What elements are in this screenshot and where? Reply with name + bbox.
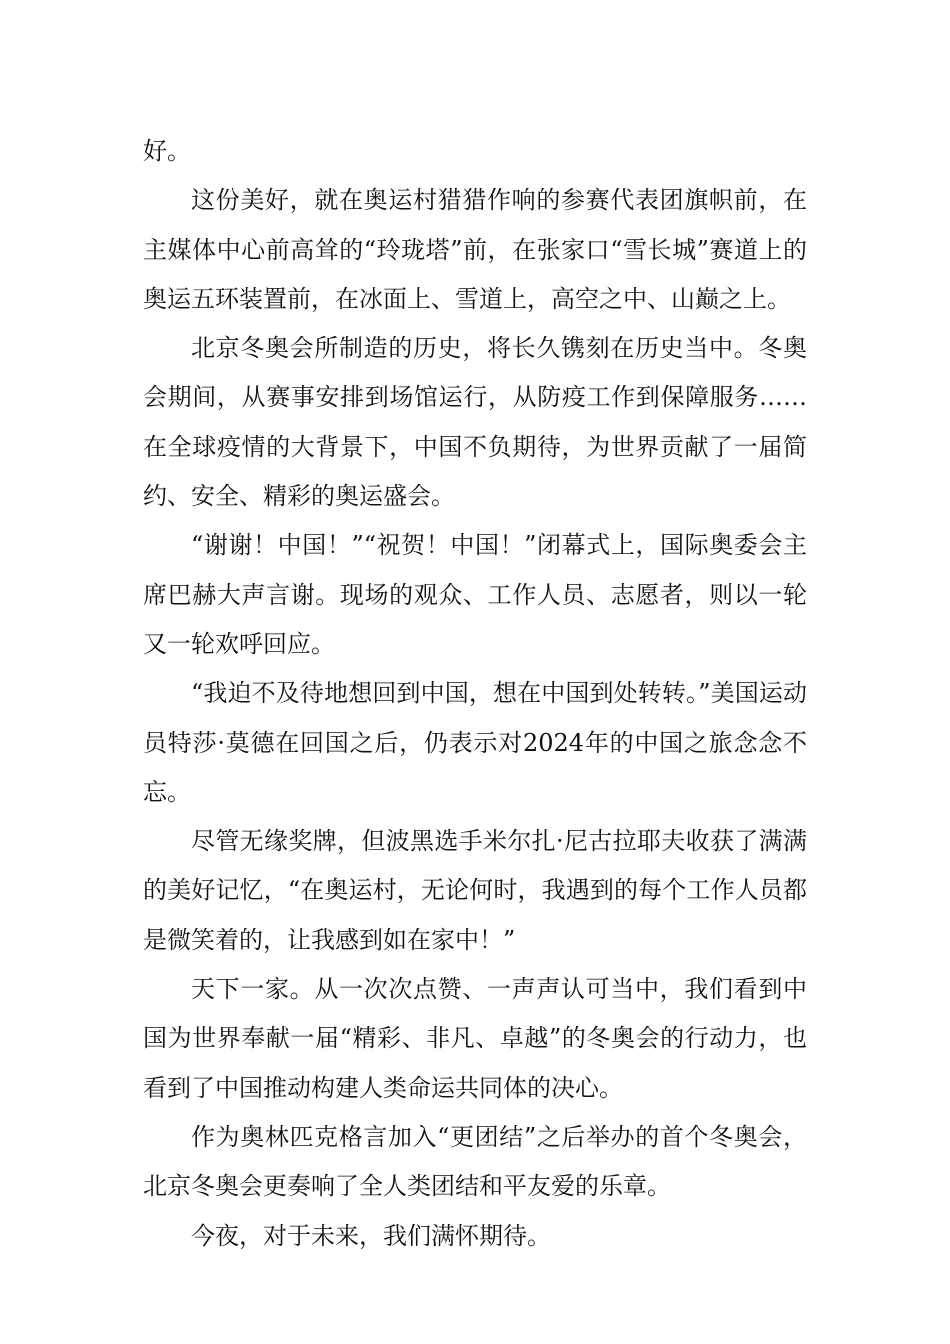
paragraph: 作为奥林匹克格言加入“更团结”之后举办的首个冬奥会，北京冬奥会更奏响了全人类团结和平友爱的乐章。 <box>143 1122 807 1201</box>
paragraph: 天下一家。从一次次点赞、一声声认可当中，我们看到中国为世界奉献一届“精彩、非凡、卓越”的冬奥会的行动力，也看到了中国推动构建人类命运共同体的决心。 <box>143 975 807 1102</box>
paragraph: 尽管无缘奖牌，但波黑选手米尔扎·尼古拉耶夫收获了满满的美好记忆，“在奥运村，无论何时，我遇到的每个工作人员都是微笑着的，让我感到如在家中！” <box>143 827 807 954</box>
paragraph: 这份美好，就在奥运村猎猎作响的参赛代表团旗帜前，在主媒体中心前高耸的“玲珑塔”前，在张家口“雪长城”赛道上的奥运五环装置前，在冰面上、雪道上，高空之中、山巅之上。 <box>143 186 807 313</box>
paragraph: 北京冬奥会所制造的历史，将长久镌刻在历史当中。冬奥会期间，从赛事安排到场馆运行，从防疫工作到保障服务……在全球疫情的大背景下，中国不负期待，为世界贡献了一届简约、安全、精彩的奥运盛会。 <box>143 334 807 511</box>
paragraph: 今夜，对于未来，我们满怀期待。 <box>191 1221 551 1250</box>
paragraph-continuation: 好。 <box>143 137 191 165</box>
paragraph: “谢谢！中国！”“祝贺！中国！”闭幕式上，国际奥委会主席巴赫大声言谢。现场的观众、工作人员、志愿者，则以一轮又一轮欢呼回应。 <box>143 531 807 658</box>
document-body <box>143 127 807 1261</box>
paragraph: “我迫不及待地想回到中国，想在中国到处转转。”美国运动员特莎·莫德在回国之后，仍表示对2024年的中国之旅念念不忘。 <box>143 679 807 806</box>
